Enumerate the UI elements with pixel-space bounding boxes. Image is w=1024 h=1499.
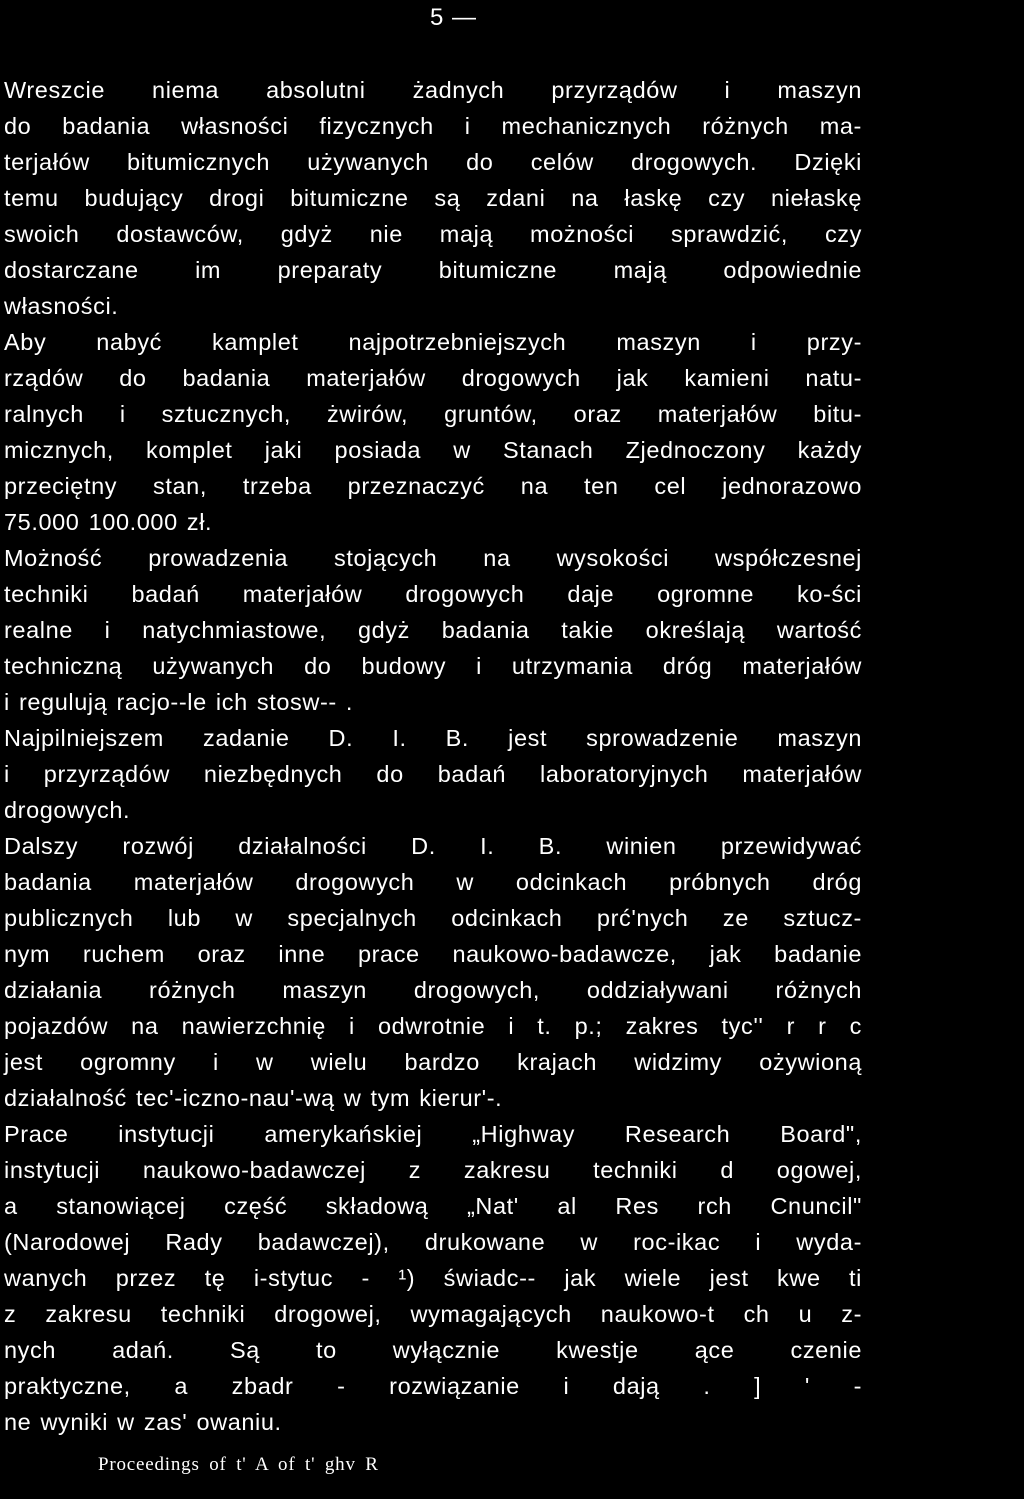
text-line: działalność tec'-iczno-nau'-wą w tym kierur'-. (4, 1085, 503, 1111)
text-line: i przyrządów niezbędnych do badań laboratoryjnych materjałów (4, 761, 862, 787)
text-line: do badania własności fizycznych i mechanicznych różnych ma- (4, 113, 862, 139)
text-line: ne wyniki w zas' owaniu. (4, 1409, 282, 1435)
text-line: instytucji naukowo-badawczej z zakresu techniki d ogowej, (4, 1157, 862, 1183)
text-line: Prace instytucji amerykańskiej „Highway Research Board", (4, 1121, 862, 1147)
text-line: Możność prowadzenia stojących na wysokości współczesnej (4, 545, 862, 571)
footnote: Proceedings of t' A of t' ghv R (98, 1454, 379, 1475)
text-line: (Narodowej Rady badawczej), drukowane w roc-ikac i wyda- (4, 1229, 862, 1255)
text-line: nym ruchem oraz inne prace naukowo-badawcze, jak badanie (4, 941, 862, 967)
text-line: jest ogromny i w wielu bardzo krajach widzimy ożywioną (4, 1049, 862, 1075)
text-line: temu budujący drogi bitumiczne są zdani na łaskę czy niełaskę (4, 185, 862, 211)
text-line: 75.000 100.000 zł. (4, 509, 213, 535)
text-line: Wreszcie niema absolutni żadnych przyrządów i maszyn (4, 77, 862, 103)
text-line: własności. (4, 293, 119, 319)
text-line: ralnych i sztucznych, żwirów, gruntów, oraz materjałów bitu- (4, 401, 862, 427)
text-line: Dalszy rozwój działalności D. I. B. winien przewidywać (4, 833, 862, 859)
text-line: techniki badań materjałów drogowych daje ogromne ko-ści (4, 581, 862, 607)
text-line: Aby nabyć kamplet najpotrzebniejszych maszyn i przy- (4, 329, 862, 355)
text-line: rządów do badania materjałów drogowych jak kamieni natu- (4, 365, 862, 391)
text-line: przeciętny stan, trzeba przeznaczyć na ten cel jednorazowo (4, 473, 862, 499)
text-line: swoich dostawców, gdyż nie mają możności sprawdzić, czy (4, 221, 862, 247)
text-line: micznych, komplet jaki posiada w Stanach Zjednoczony każdy (4, 437, 862, 463)
text-line: badania materjałów drogowych w odcinkach próbnych dróg (4, 869, 862, 895)
text-line: z zakresu techniki drogowej, wymagających naukowo-t ch u z- (4, 1301, 862, 1327)
text-line: techniczną używanych do budowy i utrzymania dróg materjałów (4, 653, 862, 679)
body-text (4, 72, 862, 1440)
text-line: dostarczane im preparaty bitumiczne mają odpowiednie (4, 257, 862, 283)
text-line: publicznych lub w specjalnych odcinkach prć'nych ze sztucz- (4, 905, 862, 931)
text-line: realne i natychmiastowe, gdyż badania takie określają wartość (4, 617, 862, 643)
text-line: Najpilniejszem zadanie D. I. B. jest sprowadzenie maszyn (4, 725, 862, 751)
text-line: drogowych. (4, 797, 131, 823)
text-line: praktyczne, a zbadr - rozwiązanie i dają . ] ' - (4, 1373, 862, 1399)
page-number: 5 — (430, 4, 478, 31)
text-line: pojazdów na nawierzchnię i odwrotnie i t. p.; zakres tyc'' r r c (4, 1013, 862, 1039)
text-line: działania różnych maszyn drogowych, oddziaływani różnych (4, 977, 862, 1003)
text-line: nych adań. Są to wyłącznie kwestje ące czenie (4, 1337, 862, 1363)
text-line: wanych przez tę i-stytuc - ¹) świadc-- jak wiele jest kwe ti (4, 1265, 862, 1291)
text-line: a stanowiącej część składową „Nat' al Res rch Cnuncil" (4, 1193, 862, 1219)
text-line: terjałów bitumicznych używanych do celów drogowych. Dzięki (4, 149, 862, 175)
text-line: i regulują racjo--le ich stosw-- . (4, 689, 354, 715)
